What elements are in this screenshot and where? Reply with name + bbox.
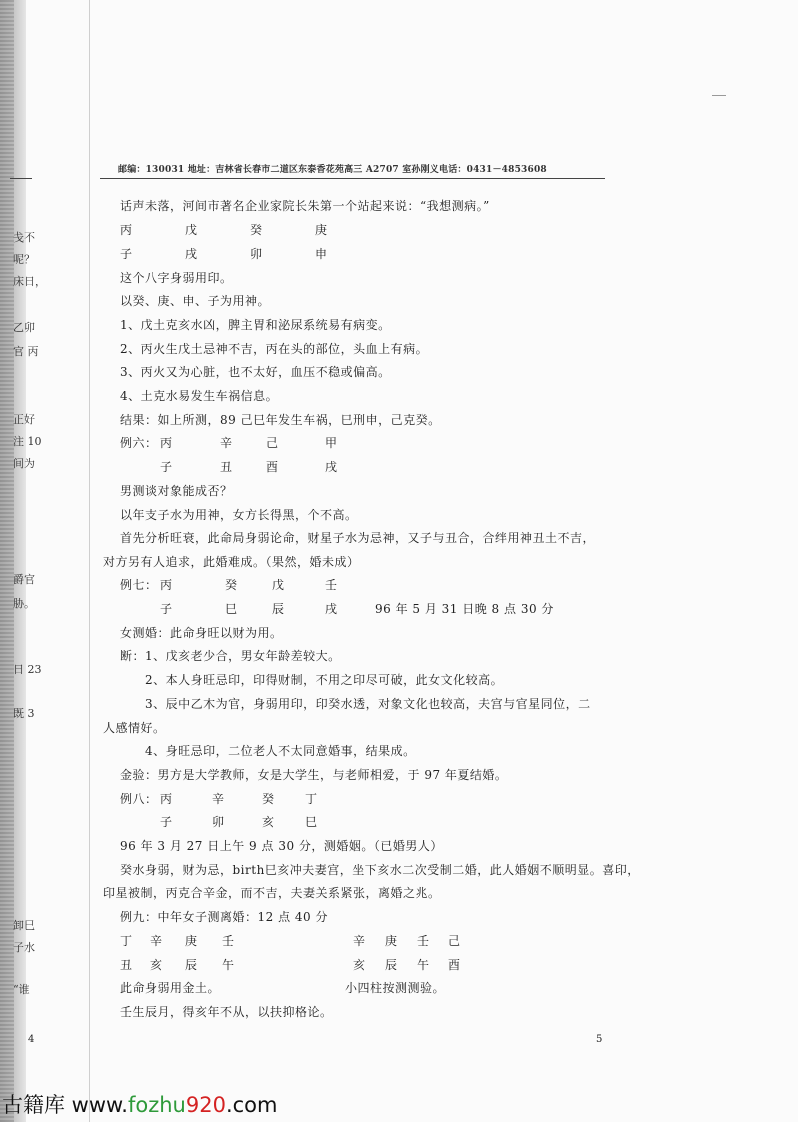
example-label: 例六： (120, 436, 158, 450)
pillar-stem: 丙 (160, 436, 173, 450)
watermark (2, 1089, 277, 1119)
left-page-fragment: “谁 (13, 983, 30, 996)
left-page-fragment: 正好 (13, 413, 35, 426)
watermark-prefix: 古籍库 www. (2, 1093, 128, 1117)
pillar-stem: 庚 (315, 223, 328, 237)
paragraph: 男测谈对象能成否？ (120, 484, 233, 498)
paragraph: 3、辰中乙木为官，身弱用印，印癸水透，对象文化也较高，夫宫与官星同位，二 (145, 697, 591, 711)
left-page-fragment: 日 23 (13, 663, 42, 676)
left-page-fragment: 子水 (13, 941, 35, 954)
left-page-fragment: 注 10 (13, 435, 42, 448)
paragraph: 2、丙火生戊土忌神不吉，丙在头的部位，头血上有病。 (120, 342, 429, 356)
pillar-stem: 己 (266, 436, 279, 450)
watermark-red: 920 (185, 1093, 226, 1117)
pillar-branch: 酉 (448, 958, 461, 972)
left-page-fragment: 胁。 (13, 597, 35, 610)
pillar-stem: 辛 (150, 934, 163, 948)
pillar-stem: 丙 (160, 792, 173, 806)
left-page-fragment: 既 3 (13, 707, 35, 720)
pillar-stem: 辛 (220, 436, 233, 450)
left-page-fragment: 呢？ (13, 253, 35, 266)
scan-mark (712, 95, 726, 96)
pillar-branch: 酉 (266, 460, 279, 474)
pillar-branch: 戌 (185, 247, 198, 261)
paragraph: 这个八字身弱用印。 (120, 271, 233, 285)
paragraph: 3、丙火又为心脏，也不太好，血压不稳或偏高。 (120, 365, 391, 379)
paragraph: 小四柱按测测验。 (345, 981, 446, 995)
pillar-stem: 戊 (185, 223, 198, 237)
page-header-contact: 邮编：130031 地址：吉林省长春市二道区东泰香花苑高三 A2707 室孙刚义电话：0431－4853608 (118, 165, 547, 175)
pillar-stem: 丙 (160, 578, 173, 592)
left-page-number: 4 (28, 1034, 35, 1045)
watermark-suffix: .com (225, 1093, 278, 1117)
pillar-stem: 壬 (417, 934, 430, 948)
paragraph: 金验：男方是大学教师，女是大学生，与老师相爱，于 97 年夏结婚。 (120, 768, 508, 782)
pillar-stem: 丙 (120, 223, 133, 237)
pillar-stem: 癸 (262, 792, 275, 806)
pillar-stem: 庚 (385, 934, 398, 948)
left-page-fragment: 卸巳 (13, 919, 35, 932)
left-page-fragment: 爵官 (13, 573, 35, 586)
paragraph: 结果：如上所测，89 己巳年发生车祸，巳刑申，己克癸。 (120, 413, 441, 427)
pillar-stem: 辛 (353, 934, 366, 948)
example-label: 例八： (120, 792, 158, 806)
page-number: 5 (596, 1034, 603, 1045)
pillar-branch: 丑 (120, 958, 133, 972)
pillar-branch: 辰 (272, 602, 285, 616)
paragraph: 女测婚：此命身旺以财为用。 (120, 626, 283, 640)
pillar-branch: 亥 (150, 958, 163, 972)
pillar-stem: 己 (448, 934, 461, 948)
pillar-branch: 亥 (262, 815, 275, 829)
pillar-stem: 庚 (185, 934, 198, 948)
paragraph: 4、身旺忌印，二位老人不太同意婚事，结果成。 (145, 744, 416, 758)
pillar-stem: 甲 (325, 436, 338, 450)
header-rule (100, 178, 605, 179)
paragraph: 1、戊土克亥水凶，脾主胃和泌尿系统易有病变。 (120, 318, 391, 332)
left-page-fragment: 官 丙 (13, 345, 39, 358)
pillar-stem: 丁 (305, 792, 318, 806)
example-label: 例七： (120, 578, 158, 592)
pillar-branch: 丑 (220, 460, 233, 474)
paragraph: 人感情好。 (103, 721, 166, 735)
pillar-stem: 癸 (225, 578, 238, 592)
paragraph: 首先分析旺衰，此命局身弱论命，财星子水为忌神，又子与丑合，合绊用神丑土不吉， (120, 531, 596, 545)
paragraph: 壬生辰月，得亥年不从，以扶抑格论。 (120, 1005, 333, 1019)
paragraph: 4、土克水易发生车祸信息。 (120, 389, 279, 403)
pillar-branch: 戌 (325, 602, 338, 616)
paragraph: 此命身弱用金土。 (120, 981, 221, 995)
watermark-green: fozhu (127, 1093, 186, 1117)
pillar-branch: 戌 (325, 460, 338, 474)
pillar-branch: 巳 (225, 602, 238, 616)
pillar-branch: 午 (222, 958, 235, 972)
left-page-fragment: 戋不 (13, 231, 35, 244)
pillar-branch: 卯 (212, 815, 225, 829)
pillar-stem: 丁 (120, 934, 133, 948)
pillar-branch: 辰 (185, 958, 198, 972)
pillar-branch: 子 (160, 460, 173, 474)
paragraph: 以年支子水为用神，女方长得黑，个不高。 (120, 508, 358, 522)
paragraph: 断：1、戊亥老少合，男女年龄差较大。 (120, 649, 341, 663)
pillar-stem: 壬 (325, 578, 338, 592)
pillar-stem: 辛 (212, 792, 225, 806)
paragraph: 以癸、庚、申、子为用神。 (120, 294, 271, 308)
birth-date: 96 年 5 月 31 日晚 8 点 30 分 (375, 602, 554, 616)
paragraph: 话声未落，河间市著名企业家院长朱第一个站起来说：“我想测病。” (120, 199, 490, 213)
pillar-branch: 子 (160, 602, 173, 616)
page-fold-line (89, 0, 90, 1122)
left-page-fragment: 床日， (13, 275, 46, 288)
paragraph: 癸水身弱，财为忌，birth巳亥冲夫妻宫，坐下亥水二次受制二婚，此人婚姻不顺明显。喜印， (120, 863, 640, 877)
left-header-rule (10, 178, 32, 179)
pillar-branch: 子 (160, 815, 173, 829)
paragraph: 对方另有人追求，此婚难成。（果然，婚未成） (103, 555, 360, 569)
paragraph: 96 年 3 月 27 日上午 9 点 30 分，测婚姻。（已婚男人） (120, 839, 443, 853)
pillar-stem: 戊 (272, 578, 285, 592)
pillar-branch: 辰 (385, 958, 398, 972)
pillar-stem: 壬 (222, 934, 235, 948)
pillar-stem: 癸 (250, 223, 263, 237)
paragraph: 2、本人身旺忌印，印得财制，不用之印尽可破，此女文化较高。 (145, 673, 504, 687)
pillar-branch: 卯 (250, 247, 263, 261)
pillar-branch: 午 (417, 958, 430, 972)
paragraph: 印星被制，丙克合辛金，而不吉，夫妻关系紧张，离婚之兆。 (103, 886, 441, 900)
pillar-branch: 申 (315, 247, 328, 261)
left-page-fragment: 间为 (13, 457, 35, 470)
left-page-fragment: 乙卯 (13, 321, 35, 334)
example-label: 例九：中年女子测离婚：12 点 40 分 (120, 910, 328, 924)
pillar-branch: 巳 (305, 815, 318, 829)
pillar-branch: 子 (120, 247, 133, 261)
pillar-branch: 亥 (353, 958, 366, 972)
scan-edge-texture (0, 0, 14, 1122)
